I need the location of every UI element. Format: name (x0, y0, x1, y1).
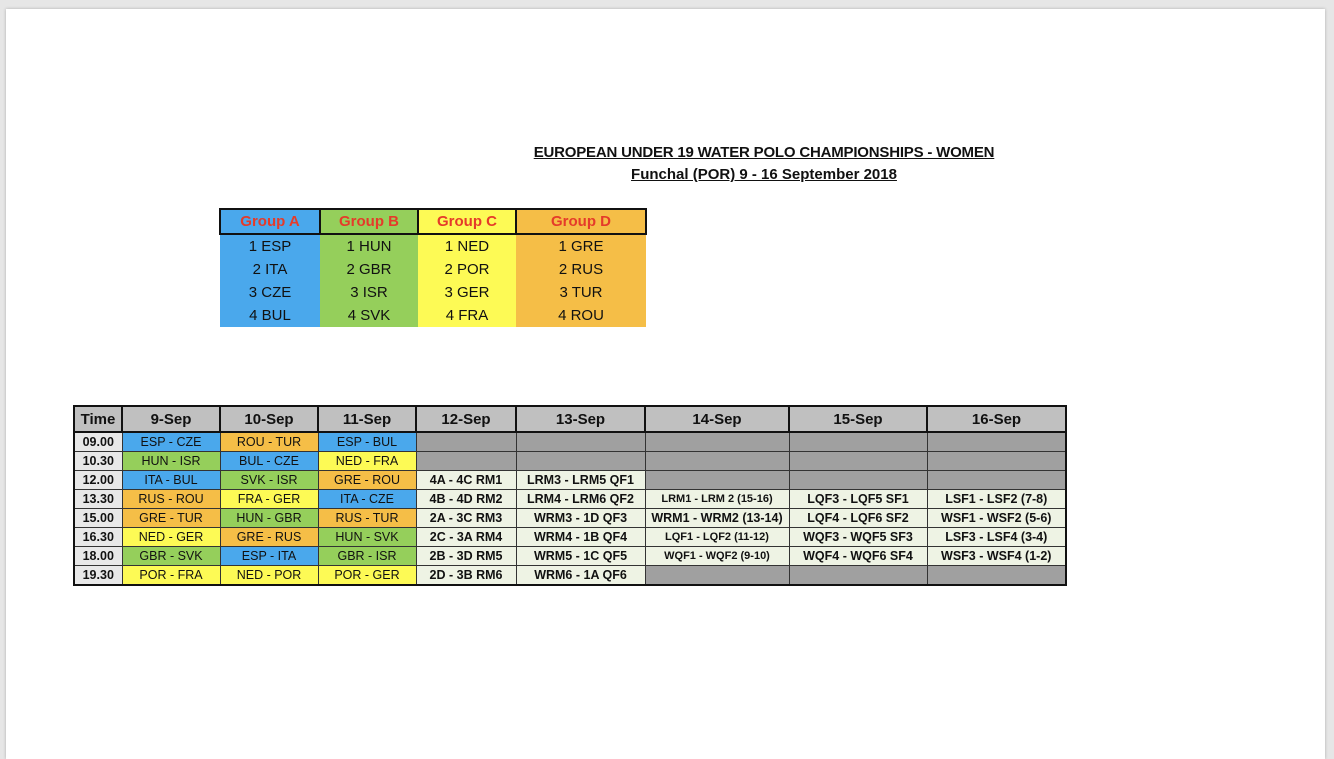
empty-cell (789, 452, 927, 471)
match-cell: ROU - TUR (220, 432, 318, 452)
knockout-cell: 2C - 3A RM4 (416, 528, 516, 547)
empty-cell (645, 432, 789, 452)
knockout-cell: WSF1 - WSF2 (5-6) (927, 509, 1066, 528)
day-header: 14-Sep (645, 406, 789, 432)
schedule-row (74, 566, 1066, 586)
schedule-row (74, 432, 1066, 452)
knockout-cell: LRM4 - LRM6 QF2 (516, 490, 645, 509)
group-cell: 4 ROU (516, 304, 646, 327)
knockout-cell: LSF3 - LSF4 (3-4) (927, 528, 1066, 547)
match-cell: NED - POR (220, 566, 318, 586)
empty-cell (789, 566, 927, 586)
group-cell: 4 SVK (320, 304, 418, 327)
knockout-cell: LQF3 - LQF5 SF1 (789, 490, 927, 509)
knockout-cell: WRM3 - 1D QF3 (516, 509, 645, 528)
knockout-cell: 2A - 3C RM3 (416, 509, 516, 528)
time-cell: 15.00 (74, 509, 122, 528)
group-cell: 2 ITA (220, 258, 320, 281)
match-cell: ESP - CZE (122, 432, 220, 452)
match-cell: RUS - TUR (318, 509, 416, 528)
match-cell: HUN - GBR (220, 509, 318, 528)
knockout-cell: WRM4 - 1B QF4 (516, 528, 645, 547)
group-cell: 4 FRA (418, 304, 516, 327)
group-cell: 1 GRE (516, 234, 646, 258)
schedule-table (73, 405, 1067, 586)
groups-table (219, 208, 647, 327)
knockout-cell: 4B - 4D RM2 (416, 490, 516, 509)
groups-row (220, 234, 646, 258)
knockout-cell: LQF4 - LQF6 SF2 (789, 509, 927, 528)
empty-cell (927, 471, 1066, 490)
day-header: 10-Sep (220, 406, 318, 432)
match-cell: RUS - ROU (122, 490, 220, 509)
schedule-row (74, 490, 1066, 509)
knockout-cell: WQF1 - WQF2 (9-10) (645, 547, 789, 566)
empty-cell (927, 566, 1066, 586)
match-cell: NED - GER (122, 528, 220, 547)
groups-row (220, 258, 646, 281)
match-cell: HUN - ISR (122, 452, 220, 471)
time-cell: 09.00 (74, 432, 122, 452)
groups-row (220, 281, 646, 304)
empty-cell (416, 452, 516, 471)
match-cell: GBR - SVK (122, 547, 220, 566)
match-cell: ESP - BUL (318, 432, 416, 452)
empty-cell (645, 566, 789, 586)
match-cell: BUL - CZE (220, 452, 318, 471)
group-cell: 2 GBR (320, 258, 418, 281)
day-header: 9-Sep (122, 406, 220, 432)
group-b-header: Group B (320, 209, 418, 234)
group-cell: 1 NED (418, 234, 516, 258)
knockout-cell: 2B - 3D RM5 (416, 547, 516, 566)
match-cell: NED - FRA (318, 452, 416, 471)
group-cell: 3 CZE (220, 281, 320, 304)
empty-cell (789, 432, 927, 452)
match-cell: GRE - ROU (318, 471, 416, 490)
knockout-cell: WSF3 - WSF4 (1-2) (927, 547, 1066, 566)
knockout-cell: LRM1 - LRM 2 (15-16) (645, 490, 789, 509)
knockout-cell: WRM1 - WRM2 (13-14) (645, 509, 789, 528)
group-cell: 4 BUL (220, 304, 320, 327)
knockout-cell: 4A - 4C RM1 (416, 471, 516, 490)
schedule-header-row (74, 406, 1066, 432)
empty-cell (645, 452, 789, 471)
document-title: EUROPEAN UNDER 19 WATER POLO CHAMPIONSHIPS - WOMEN (533, 144, 995, 161)
empty-cell (516, 432, 645, 452)
group-c-header: Group C (418, 209, 516, 234)
group-cell: 2 POR (418, 258, 516, 281)
group-cell: 3 ISR (320, 281, 418, 304)
match-cell: ESP - ITA (220, 547, 318, 566)
match-cell: GRE - TUR (122, 509, 220, 528)
document-page (6, 9, 1325, 759)
group-cell: 2 RUS (516, 258, 646, 281)
schedule-row (74, 528, 1066, 547)
time-cell: 19.30 (74, 566, 122, 586)
knockout-cell: 2D - 3B RM6 (416, 566, 516, 586)
knockout-cell: LSF1 - LSF2 (7-8) (927, 490, 1066, 509)
time-cell: 10.30 (74, 452, 122, 471)
document-header (484, 142, 1044, 186)
match-cell: HUN - SVK (318, 528, 416, 547)
empty-cell (416, 432, 516, 452)
time-cell: 13.30 (74, 490, 122, 509)
match-cell: ITA - CZE (318, 490, 416, 509)
match-cell: FRA - GER (220, 490, 318, 509)
empty-cell (927, 452, 1066, 471)
groups-header-row (220, 209, 646, 234)
match-cell: SVK - ISR (220, 471, 318, 490)
knockout-cell: LRM3 - LRM5 QF1 (516, 471, 645, 490)
match-cell: ITA - BUL (122, 471, 220, 490)
time-cell: 16.30 (74, 528, 122, 547)
schedule-row (74, 452, 1066, 471)
day-header: 13-Sep (516, 406, 645, 432)
group-cell: 1 ESP (220, 234, 320, 258)
group-d-header: Group D (516, 209, 646, 234)
empty-cell (516, 452, 645, 471)
knockout-cell: WRM5 - 1C QF5 (516, 547, 645, 566)
day-header: 12-Sep (416, 406, 516, 432)
knockout-cell: WRM6 - 1A QF6 (516, 566, 645, 586)
day-header: 11-Sep (318, 406, 416, 432)
schedule-row (74, 547, 1066, 566)
match-cell: POR - FRA (122, 566, 220, 586)
match-cell: GRE - RUS (220, 528, 318, 547)
group-cell: 3 GER (418, 281, 516, 304)
empty-cell (645, 471, 789, 490)
schedule-row (74, 509, 1066, 528)
time-cell: 12.00 (74, 471, 122, 490)
schedule-row (74, 471, 1066, 490)
match-cell: GBR - ISR (318, 547, 416, 566)
empty-cell (789, 471, 927, 490)
knockout-cell: WQF4 - WQF6 SF4 (789, 547, 927, 566)
empty-cell (927, 432, 1066, 452)
knockout-cell: WQF3 - WQF5 SF3 (789, 528, 927, 547)
match-cell: POR - GER (318, 566, 416, 586)
time-header: Time (74, 406, 122, 432)
time-cell: 18.00 (74, 547, 122, 566)
group-cell: 1 HUN (320, 234, 418, 258)
day-header: 16-Sep (927, 406, 1066, 432)
document-subtitle: Funchal (POR) 9 - 16 September 2018 (631, 166, 897, 183)
group-cell: 3 TUR (516, 281, 646, 304)
day-header: 15-Sep (789, 406, 927, 432)
knockout-cell: LQF1 - LQF2 (11-12) (645, 528, 789, 547)
group-a-header: Group A (220, 209, 320, 234)
groups-row (220, 304, 646, 327)
